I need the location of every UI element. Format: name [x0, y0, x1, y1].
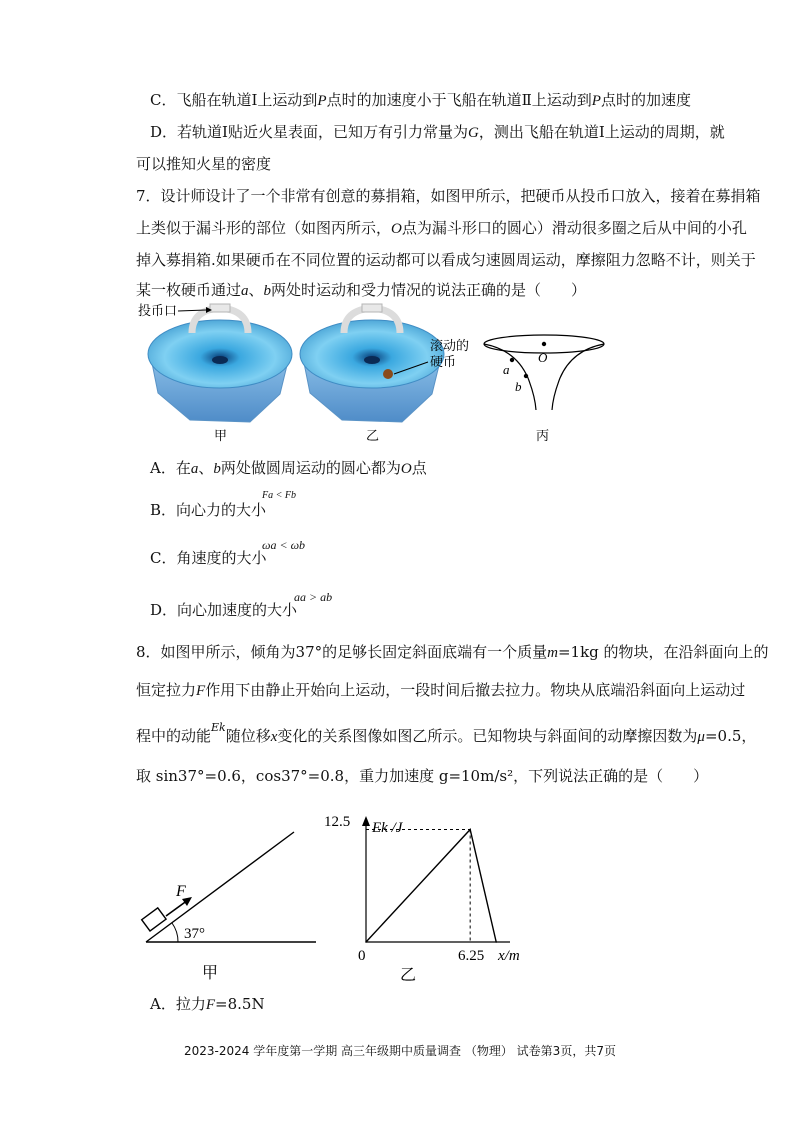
q8-stem-line1: 8．如图甲所示，倾角为37°的足够长固定斜面底端有一个质量m=1kg 的物块，在沿斜面向上的: [136, 643, 769, 661]
rolling-coin: [383, 369, 393, 379]
funnel-diagram-bing: [484, 335, 604, 410]
caption-jia-8: 甲: [202, 965, 219, 982]
y-axis-label: Ek /J: [372, 820, 403, 836]
point-b-label: b: [515, 379, 522, 394]
page-footer: 2023-2024 学年度第一学期 高三年级期中质量调查 （物理） 试卷第3页，共7页: [184, 1044, 616, 1058]
q6-option-d: D．若轨道Ⅰ贴近火星表面，已知万有引力常量为G，测出飞船在轨道Ⅰ上运动的周期，就: [150, 123, 725, 141]
q7-option-c: C．角速度的大小: [150, 549, 267, 567]
q7-figure: [130, 298, 630, 448]
q6-option-d-line2: 可以推知火星的密度: [136, 155, 272, 173]
coin-slot-label: 投币口: [138, 303, 178, 318]
q7-option-d-formula: aa > ab: [294, 590, 333, 604]
incline-diagram-jia: [126, 820, 326, 990]
q7-stem-line2: 上类似于漏斗形的部位（如图丙所示，O点为漏斗形口的圆心）滑动很多圈之后从中间的小孔: [136, 219, 747, 237]
caption-yi-8: 乙: [400, 967, 417, 984]
x-tick-label: 6.25: [458, 948, 485, 964]
point-o-label: O: [538, 350, 548, 365]
donation-box-jia: [148, 304, 292, 422]
q7-stem-line4: 某一枚硬币通过a、b两处时运动和受力情况的说法正确的是（ ）: [136, 281, 587, 299]
q7-stem-line1: 7．设计师设计了一个非常有创意的募捐箱，如图甲所示，把硬币从投币口放入，接着在募捐箱: [136, 187, 761, 205]
x-axis-label: x/m: [498, 948, 520, 964]
q7-option-d: D．向心加速度的大小: [150, 601, 298, 619]
caption-yi: 乙: [366, 428, 380, 443]
ek-x-chart: [300, 812, 560, 992]
q7-option-a: A．在a、b两处做圆周运动的圆心都为O点: [150, 459, 427, 477]
y-tick-label: 12.5: [324, 814, 351, 830]
point-a-label: a: [503, 362, 510, 377]
ek-data-point: [365, 941, 367, 943]
q7-option-c-formula: ωa < ωb: [262, 538, 306, 552]
y-axis-arrow-icon: [362, 816, 370, 826]
origin-label: 0: [358, 948, 366, 964]
force-label: F: [176, 883, 186, 900]
rolling-coin-label-1: 滚动的: [430, 338, 470, 353]
q6-option-c: C．飞船在轨道Ⅰ上运动到P点时的加速度小于飞船在轨道Ⅱ上运动到P点时的加速度: [150, 91, 691, 109]
donation-box-yi: [300, 304, 444, 422]
angle-label: 37°: [184, 926, 205, 942]
q8-option-a: A．拉力F=8.5N: [150, 995, 265, 1013]
caption-jia: 甲: [214, 428, 228, 443]
q7-option-b: B．向心力的大小: [150, 501, 267, 519]
rolling-coin-label-2: 硬币: [430, 354, 457, 369]
q7-stem-line3: 掉入募捐箱.如果硬币在不同位置的运动都可以看成匀速圆周运动，摩擦阻力忽略不计，则关于: [136, 251, 756, 269]
q8-stem-line2: 恒定拉力F作用下由静止开始向上运动，一段时间后撤去拉力。物块从底端沿斜面向上运动过: [136, 681, 746, 699]
q8-stem-line4: 取 sin37°=0.6，cos37°=0.8，重力加速度 g=10m/s²，下列说法正确的是（ ）: [136, 767, 709, 785]
q7-option-b-formula: Fa < Fb: [262, 490, 296, 501]
ek-series-line: [366, 830, 496, 943]
ek-data-point: [495, 941, 497, 943]
block: [142, 908, 166, 931]
q8-stem-line3: 程中的动能$^{Ek}$随位移x变化的关系图像如图乙所示。已知物块与斜面间的动摩擦因数为μ=0.5，: [136, 721, 757, 745]
ek-data-point: [469, 829, 471, 831]
caption-bing: 丙: [536, 428, 550, 443]
